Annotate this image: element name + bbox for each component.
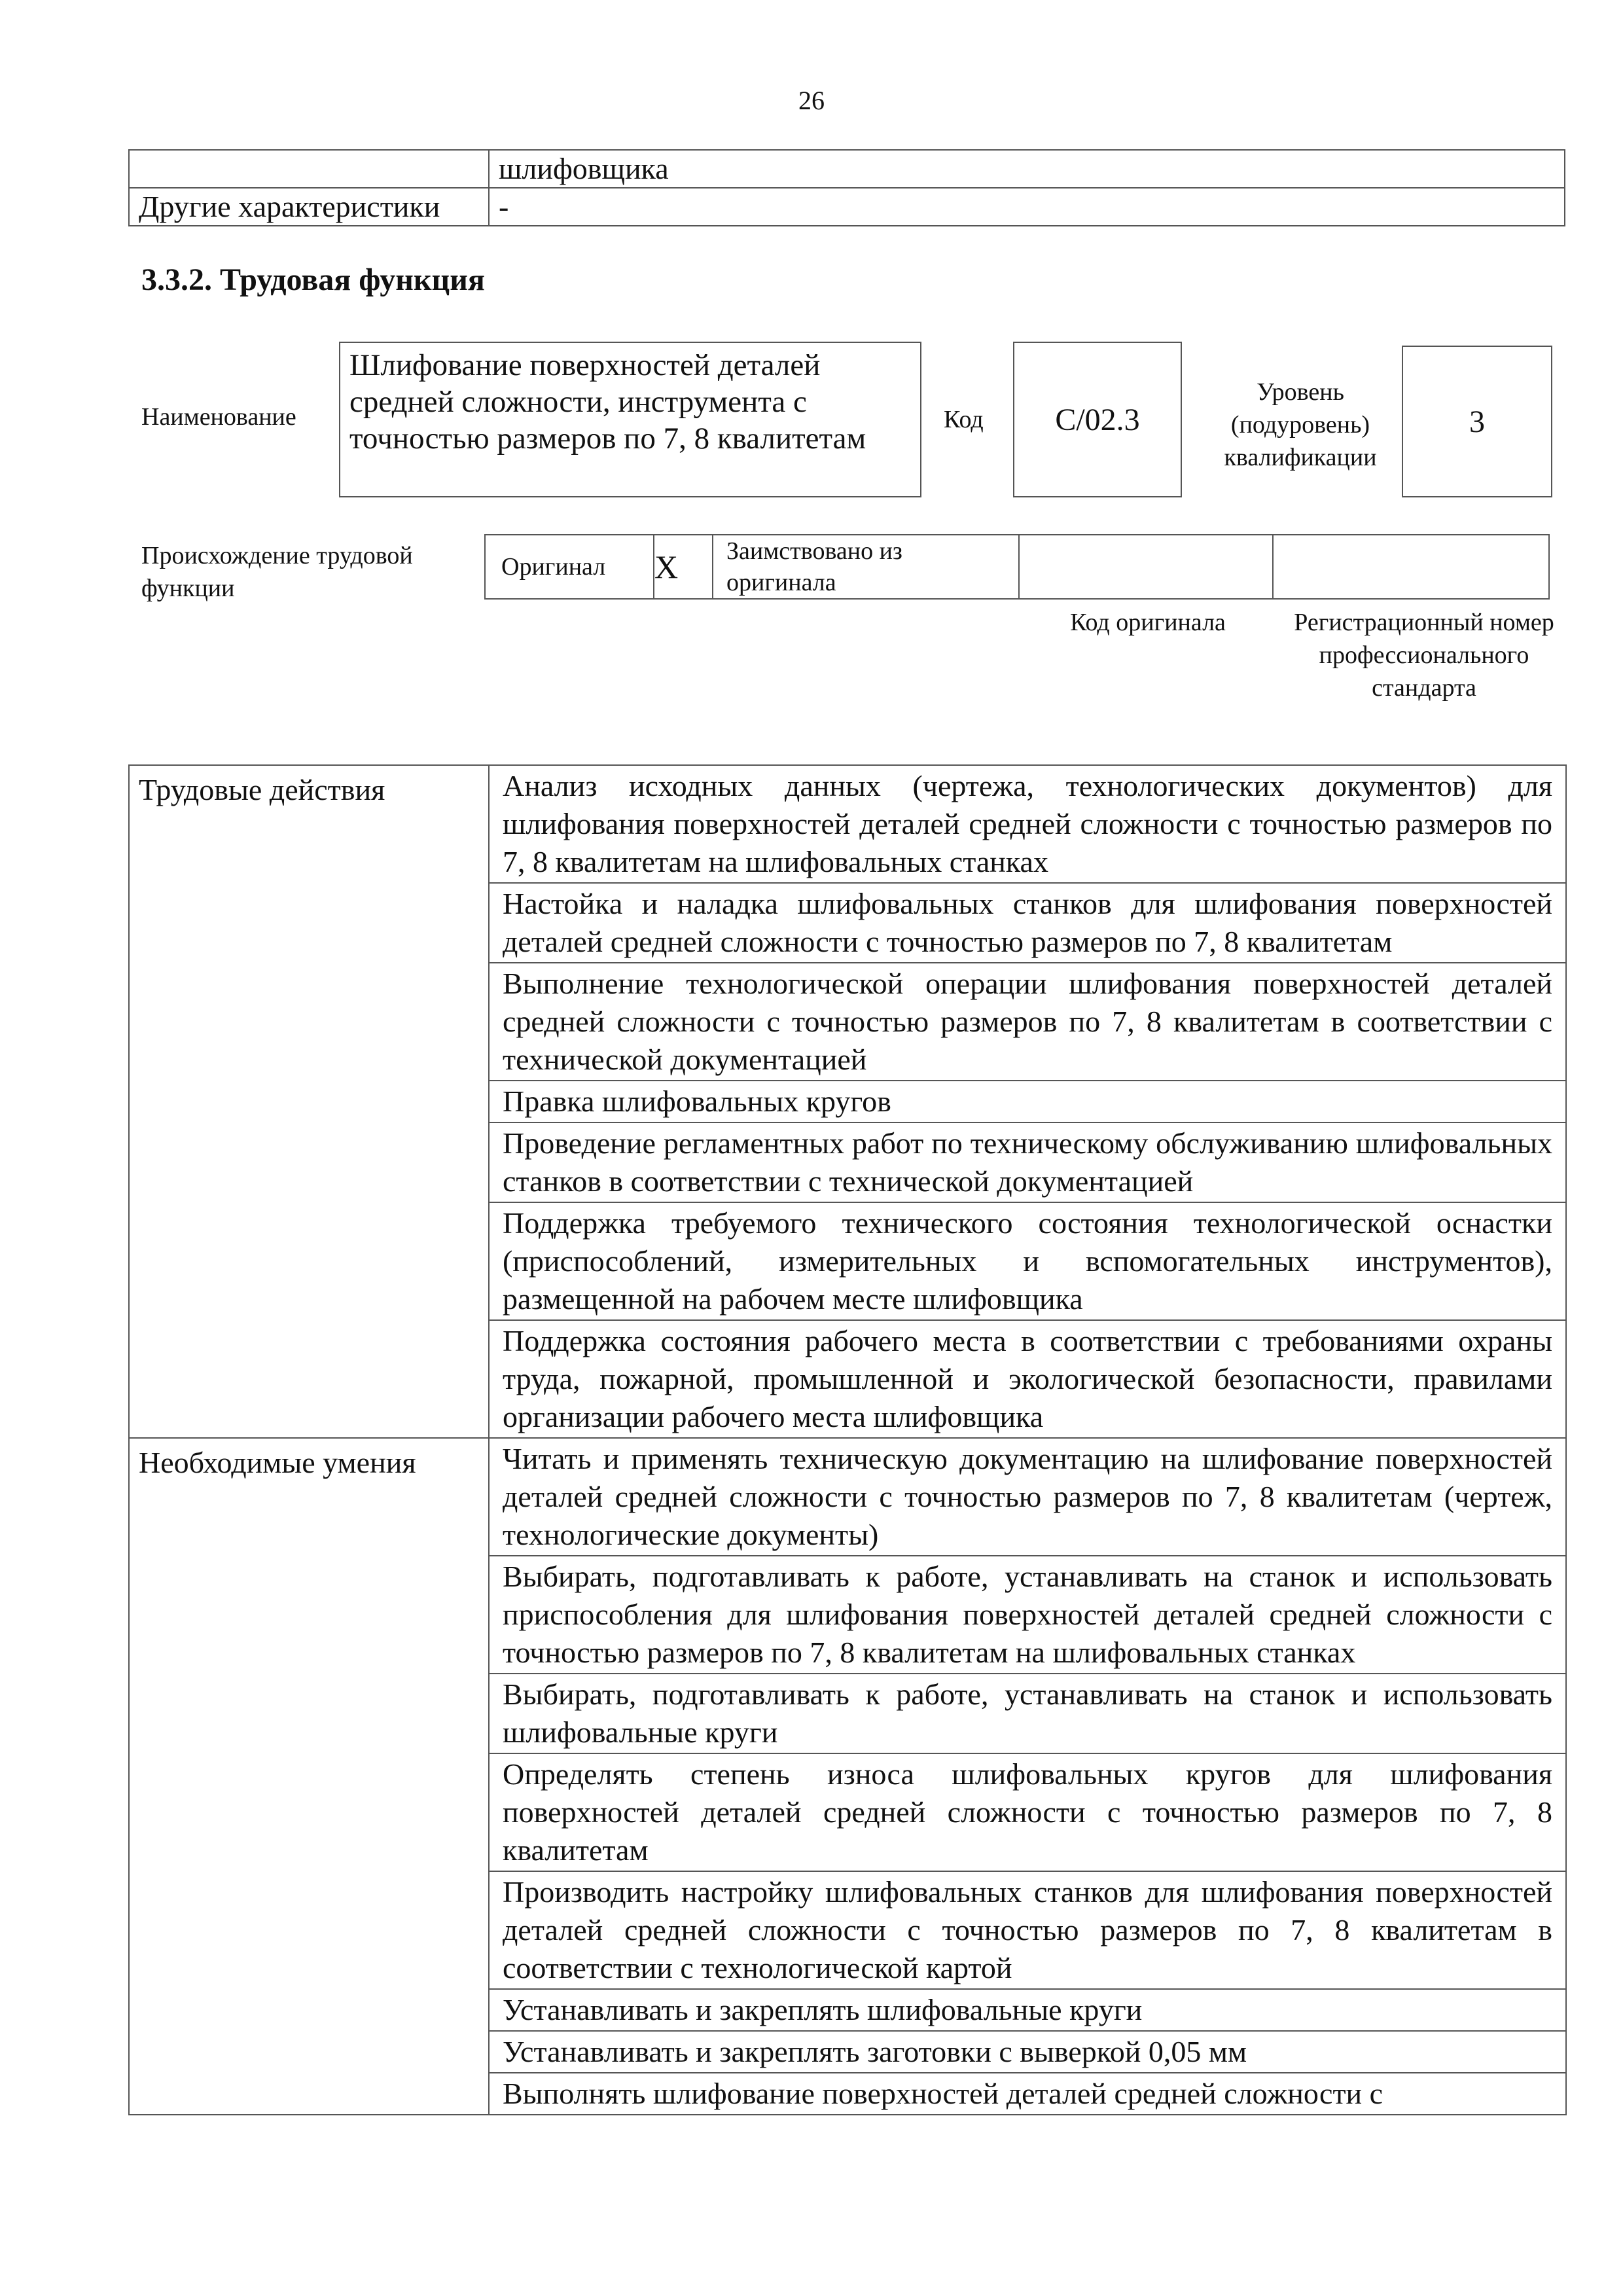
table-row	[129, 150, 1565, 188]
section-label-required-skills: Необходимые умения	[129, 1438, 489, 2115]
origin-label: Происхождение трудовой функции	[141, 542, 413, 602]
table-cell: Настойка и наладка шлифовальных станков для шлифования поверхностей деталей средней сложности с точностью размеров по 7, 8 квалитетам	[489, 883, 1566, 963]
function-name-box: Шлифование поверхностей деталей средней сложности, инструмента с точностью размеров по 7, 8 квалитетам	[339, 342, 921, 497]
borrowed-label: Заимствовано из оригинала	[713, 535, 1019, 599]
reg-number-label: Регистрационный номер профессионального стандарта	[1294, 609, 1554, 702]
main-table	[128, 764, 1567, 2115]
table-cell-label	[129, 150, 489, 188]
table-cell-value: -	[489, 188, 1565, 226]
table-row	[129, 1438, 1566, 1556]
table-cell: Устанавливать и закреплять шлифовальные круги	[489, 1989, 1566, 2031]
page-number: 26	[798, 86, 825, 115]
reg-number-cell	[1273, 535, 1549, 599]
table-cell: Анализ исходных данных (чертежа, технологических документов) для шлифования поверхностей деталей средней сложности с точностью размеров по 7, 8 квалитетам на шлифовальных станках	[489, 765, 1566, 883]
table-cell: Производить настройку шлифовальных станков для шлифования поверхностей деталей средней сложности с точностью размеров по 7, 8 квалитетам в соответствии с технологической картой	[489, 1871, 1566, 1989]
level-value-box: 3	[1402, 346, 1552, 497]
name-label: Наименование	[141, 403, 296, 431]
table-cell: Выбирать, подготавливать к работе, устанавливать на станок и использовать шлифовальные круги	[489, 1674, 1566, 1753]
table-cell: Определять степень износа шлифовальных кругов для шлифования поверхностей деталей средней сложности с точностью размеров по 7, 8 квалитетам	[489, 1753, 1566, 1871]
table-cell: Устанавливать и закреплять заготовки с выверкой 0,05 мм	[489, 2031, 1566, 2073]
table-row	[129, 765, 1566, 883]
table-cell: Выбирать, подготавливать к работе, устанавливать на станок и использовать приспособления для шлифования поверхностей деталей средней сложности с точностью размеров по 7, 8 квалитетам на шлифовальных станках	[489, 1556, 1566, 1674]
section-heading: 3.3.2. Трудовая функция	[141, 262, 485, 297]
code-value-box: С/02.3	[1013, 342, 1182, 497]
table-row	[129, 188, 1565, 226]
table-row	[485, 535, 1549, 599]
original-label: Оригинал	[485, 535, 654, 599]
table-cell: Читать и применять техническую документацию на шлифование поверхностей деталей средней сложности с точностью размеров по 7, 8 квалитетам (чертеж, технологические документы)	[489, 1438, 1566, 1556]
table-cell-value: шлифовщика	[489, 150, 1565, 188]
table-cell-label: Другие характеристики	[129, 188, 489, 226]
table-cell: Поддержка состояния рабочего места в соответствии с требованиями охраны труда, пожарной, промышленной и экологической безопасности, правилами организации рабочего места шлифовщика	[489, 1320, 1566, 1438]
table-cell: Правка шлифовальных кругов	[489, 1081, 1566, 1122]
table-cell: Выполнение технологической операции шлифования поверхностей деталей средней сложности с точностью размеров по 7, 8 квалитетам в соответствии с технической документацией	[489, 963, 1566, 1081]
origin-table	[484, 534, 1550, 600]
table-cell: Выполнять шлифование поверхностей деталей средней сложности с	[489, 2073, 1566, 2115]
top-table	[128, 149, 1565, 226]
level-label: Уровень (подуровень) квалификации	[1224, 378, 1377, 471]
code-label: Код	[944, 406, 984, 433]
table-cell: Проведение регламентных работ по техническому обслуживанию шлифовальных станков в соответствии с технической документацией	[489, 1122, 1566, 1202]
section-label-labor-actions: Трудовые действия	[129, 765, 489, 1438]
original-mark: X	[654, 535, 713, 599]
original-code-cell	[1019, 535, 1273, 599]
original-code-label: Код оригинала	[1070, 609, 1226, 636]
table-cell: Поддержка требуемого технического состояния технологической оснастки (приспособлений, измерительных и вспомогательных инструментов), размещенной на рабочем месте шлифовщика	[489, 1202, 1566, 1320]
